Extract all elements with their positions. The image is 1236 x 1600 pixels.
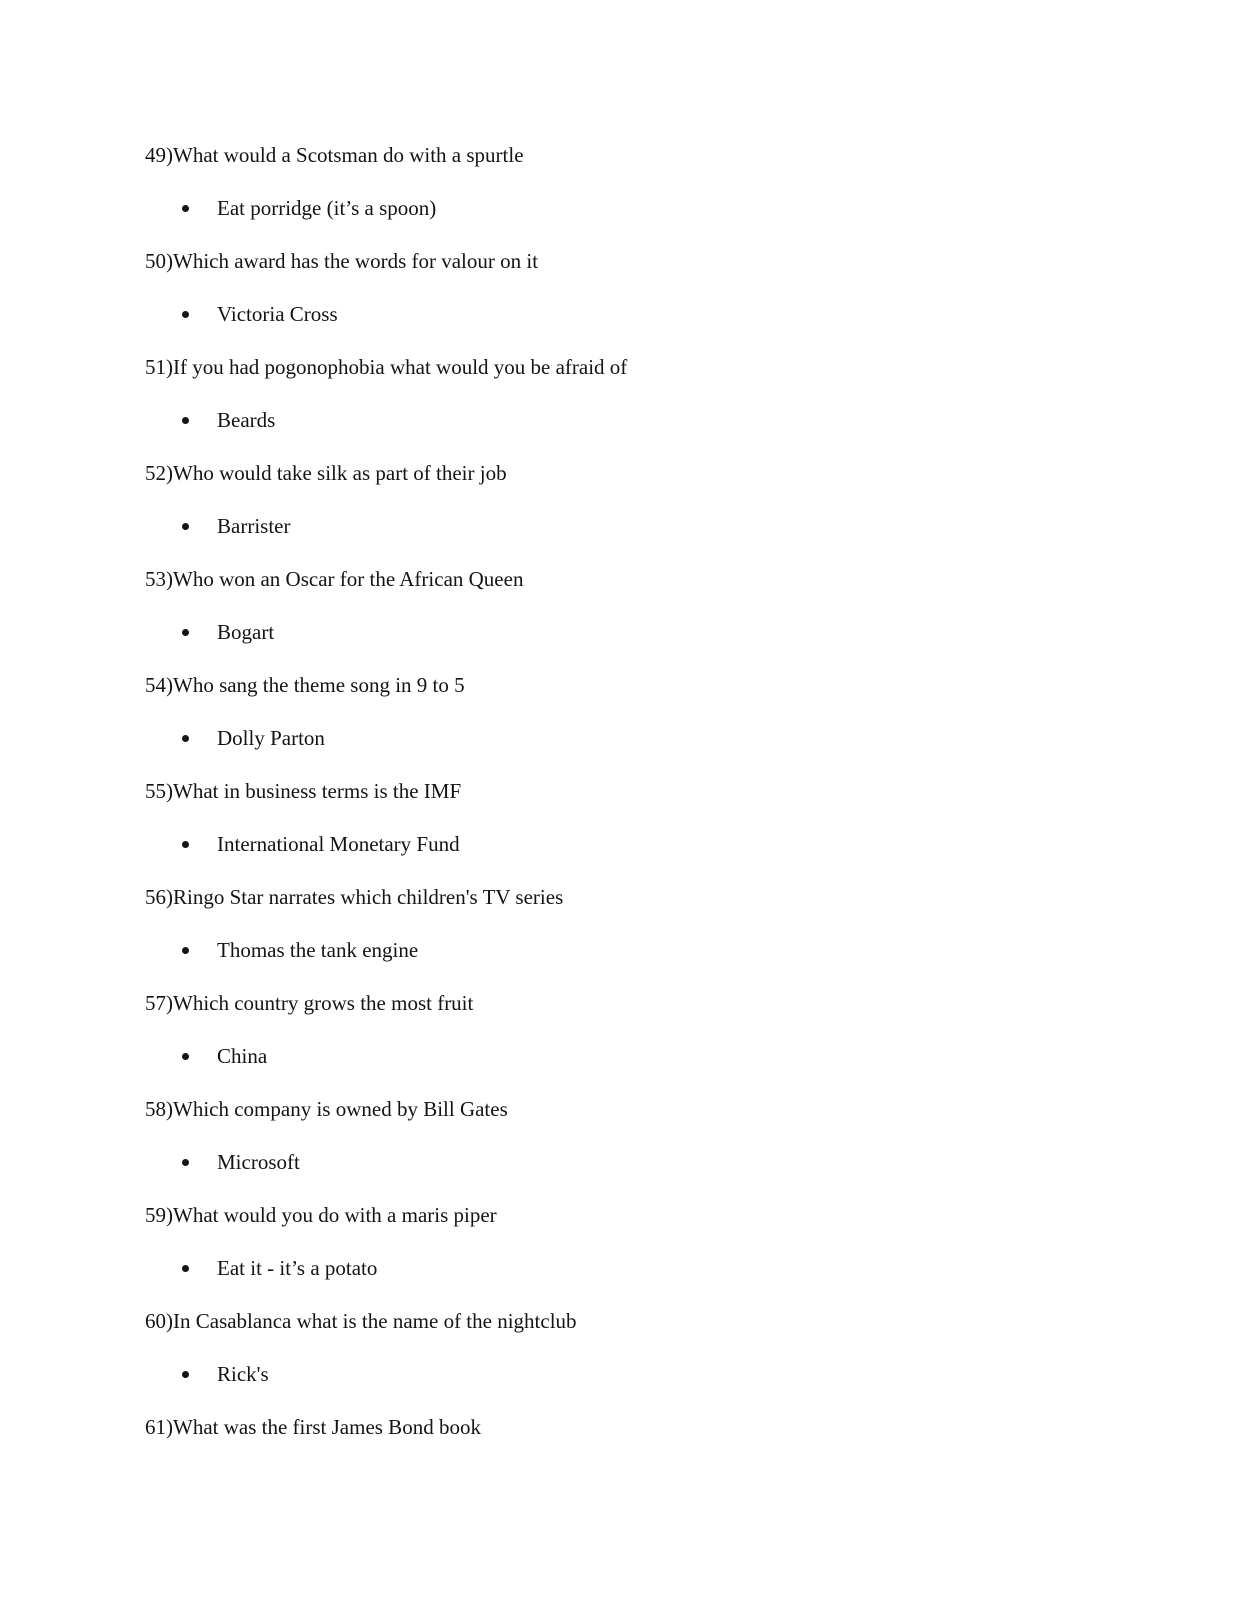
bullet-icon: [182, 629, 189, 636]
bullet-icon: [182, 735, 189, 742]
question-text: 59)What would you do with a maris piper: [145, 1203, 497, 1227]
answer-text: Bogart: [217, 620, 275, 644]
question-text: 56)Ringo Star narrates which children's TV series: [145, 885, 564, 909]
bullet-icon: [182, 1265, 189, 1272]
quiz-item: [0, 779, 1236, 885]
answer-text: Microsoft: [217, 1150, 300, 1174]
question-text: 53)Who won an Oscar for the African Queen: [145, 567, 524, 591]
question-text: 54)Who sang the theme song in 9 to 5: [145, 673, 465, 697]
answer-text: International Monetary Fund: [217, 832, 460, 856]
bullet-icon: [182, 205, 189, 212]
question-text: 58)Which company is owned by Bill Gates: [145, 1097, 508, 1121]
bullet-icon: [182, 1371, 189, 1378]
quiz-list: [0, 143, 1236, 1521]
answer-text: Barrister: [217, 514, 291, 538]
answer-text: Eat it - it’s a potato: [217, 1256, 378, 1280]
quiz-item: [0, 1203, 1236, 1309]
quiz-item: [0, 461, 1236, 567]
answer-text: Eat porridge (it’s a spoon): [217, 196, 437, 220]
quiz-item: [0, 1097, 1236, 1203]
bullet-icon: [182, 311, 189, 318]
answer-text: Dolly Parton: [217, 726, 325, 750]
question-text: 55)What in business terms is the IMF: [145, 779, 462, 803]
answer-text: Victoria Cross: [217, 302, 338, 326]
question-text: 60)In Casablanca what is the name of the nightclub: [145, 1309, 577, 1333]
bullet-icon: [182, 841, 189, 848]
bullet-icon: [182, 417, 189, 424]
question-text: 57)Which country grows the most fruit: [145, 991, 474, 1015]
quiz-item: [0, 143, 1236, 249]
question-text: 49)What would a Scotsman do with a spurtle: [145, 143, 524, 167]
question-text: 61)What was the first James Bond book: [145, 1415, 481, 1439]
quiz-item: [0, 355, 1236, 461]
quiz-item: [0, 991, 1236, 1097]
question-text: 50)Which award has the words for valour on it: [145, 249, 539, 273]
answer-text: Beards: [217, 408, 276, 432]
quiz-item: [0, 567, 1236, 673]
quiz-item: [0, 885, 1236, 991]
answer-text: Thomas the tank engine: [217, 938, 419, 962]
bullet-icon: [182, 947, 189, 954]
bullet-icon: [182, 1053, 189, 1060]
quiz-item: [0, 1415, 1236, 1521]
bullet-icon: [182, 1159, 189, 1166]
answer-text: Rick's: [217, 1362, 269, 1386]
quiz-item: [0, 673, 1236, 779]
quiz-item: [0, 249, 1236, 355]
quiz-item: [0, 1309, 1236, 1415]
question-text: 52)Who would take silk as part of their job: [145, 461, 507, 485]
question-text: 51)If you had pogonophobia what would you be afraid of: [145, 355, 628, 379]
answer-text: China: [217, 1044, 268, 1068]
bullet-icon: [182, 523, 189, 530]
